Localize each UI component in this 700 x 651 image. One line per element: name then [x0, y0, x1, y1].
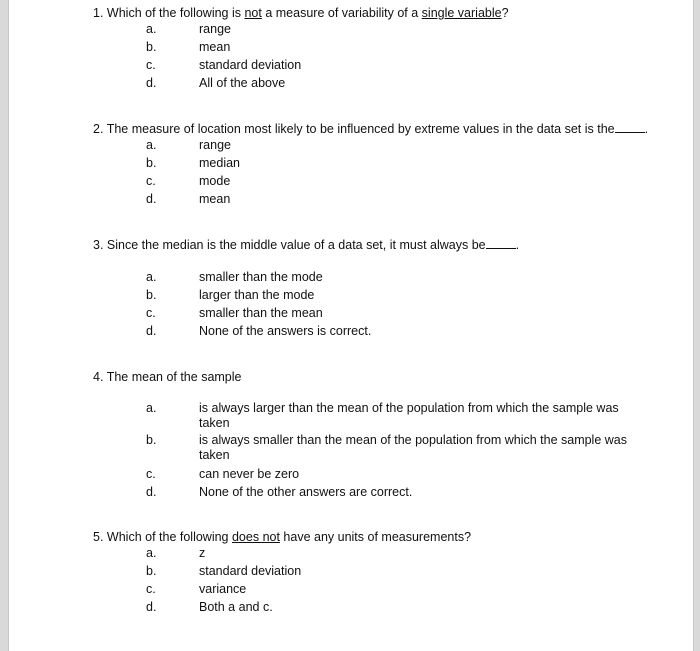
stem-emphasis: single variable — [421, 6, 502, 20]
option-letter: b. — [146, 433, 157, 447]
option-d[interactable] — [93, 483, 673, 501]
question-number: 3. — [93, 238, 104, 252]
question-number: 2. — [93, 122, 104, 136]
option-text: All of the above — [199, 76, 286, 90]
option-text: standard deviation — [199, 58, 302, 72]
option-letter: d. — [146, 76, 157, 90]
option-letter: a. — [146, 546, 157, 560]
option-text: mode — [199, 174, 231, 188]
question-5 — [93, 529, 673, 617]
option-letter: d. — [146, 485, 157, 499]
option-text: median — [199, 156, 240, 170]
option-text: variance — [199, 582, 247, 596]
option-text: Both a and c. — [199, 600, 273, 614]
option-letter: b. — [146, 40, 157, 54]
answer-options — [93, 401, 673, 501]
option-text: is always larger than the mean of the population from which the sample was taken — [199, 401, 619, 430]
option-c[interactable] — [93, 465, 673, 483]
stem-text: Since the median is the middle value of a data set, it must always be — [106, 238, 486, 252]
option-b[interactable] — [93, 286, 673, 304]
option-text: standard deviation — [199, 564, 302, 578]
stem-text: ? — [501, 6, 509, 20]
option-letter: c. — [146, 58, 156, 72]
option-c[interactable] — [93, 580, 673, 598]
option-letter: a. — [146, 401, 157, 415]
option-c[interactable] — [93, 172, 673, 190]
option-text: larger than the mode — [199, 288, 315, 302]
question-3 — [93, 237, 673, 338]
option-b[interactable] — [93, 154, 673, 172]
option-a[interactable] — [93, 544, 673, 562]
option-text: None of the other answers are correct. — [199, 485, 413, 499]
stem-text: The mean of the sample — [106, 370, 242, 384]
stem-text: . — [644, 122, 649, 136]
option-text: range — [199, 138, 231, 152]
option-letter: c. — [146, 467, 156, 481]
option-letter: c. — [146, 306, 156, 320]
stem-text: have any units of measurements? — [279, 530, 472, 544]
answer-options — [93, 268, 673, 340]
option-letter: a. — [146, 22, 157, 36]
question-1 — [93, 5, 673, 93]
option-b[interactable] — [93, 562, 673, 580]
worksheet-page — [8, 0, 694, 651]
option-text: mean — [199, 192, 231, 206]
question-number: 1. — [93, 6, 104, 20]
option-text: mean — [199, 40, 231, 54]
option-d[interactable] — [93, 322, 673, 340]
option-text: is always smaller than the mean of the population from which the sample was taken — [199, 433, 627, 462]
option-a[interactable] — [93, 136, 673, 154]
option-letter: a. — [146, 270, 157, 284]
option-letter: d. — [146, 600, 157, 614]
question-stem — [93, 121, 673, 137]
answer-options — [93, 20, 673, 92]
option-letter: c. — [146, 582, 156, 596]
option-letter: c. — [146, 174, 156, 188]
question-2 — [93, 121, 673, 209]
question-stem — [93, 529, 673, 545]
question-number: 5. — [93, 530, 104, 544]
option-a[interactable] — [93, 268, 673, 286]
option-letter: a. — [146, 138, 157, 152]
option-text: range — [199, 22, 231, 36]
option-text: smaller than the mode — [199, 270, 323, 284]
stem-emphasis: does not — [231, 530, 280, 544]
question-number: 4. — [93, 370, 104, 384]
option-letter: d. — [146, 192, 157, 206]
option-text: z — [199, 546, 206, 560]
option-d[interactable] — [93, 74, 673, 92]
option-c[interactable] — [93, 304, 673, 322]
question-stem — [93, 5, 673, 21]
option-c[interactable] — [93, 56, 673, 74]
stem-text: . — [515, 238, 520, 252]
stem-text: a measure of variability of a — [261, 6, 422, 20]
stem-text: Which of the following is — [106, 6, 245, 20]
question-4 — [93, 369, 673, 499]
option-d[interactable] — [93, 598, 673, 616]
option-letter: d. — [146, 324, 157, 338]
answer-blank — [486, 238, 516, 249]
answer-blank — [615, 122, 645, 133]
option-letter: b. — [146, 288, 157, 302]
stem-emphasis: not — [244, 6, 262, 20]
option-text: None of the answers is correct. — [199, 324, 372, 338]
question-stem — [93, 237, 673, 253]
stem-text: Which of the following — [106, 530, 232, 544]
option-letter: b. — [146, 156, 157, 170]
answer-options — [93, 136, 673, 208]
option-text: can never be zero — [199, 467, 300, 481]
answer-options — [93, 544, 673, 616]
option-b[interactable] — [93, 38, 673, 56]
question-stem — [93, 369, 673, 385]
option-text: smaller than the mean — [199, 306, 323, 320]
option-d[interactable] — [93, 190, 673, 208]
option-b[interactable] — [93, 433, 673, 465]
option-a[interactable] — [93, 401, 673, 433]
stem-text: The measure of location most likely to be influenced by extreme values in the data set is the — [106, 122, 615, 136]
option-letter: b. — [146, 564, 157, 578]
option-a[interactable] — [93, 20, 673, 38]
